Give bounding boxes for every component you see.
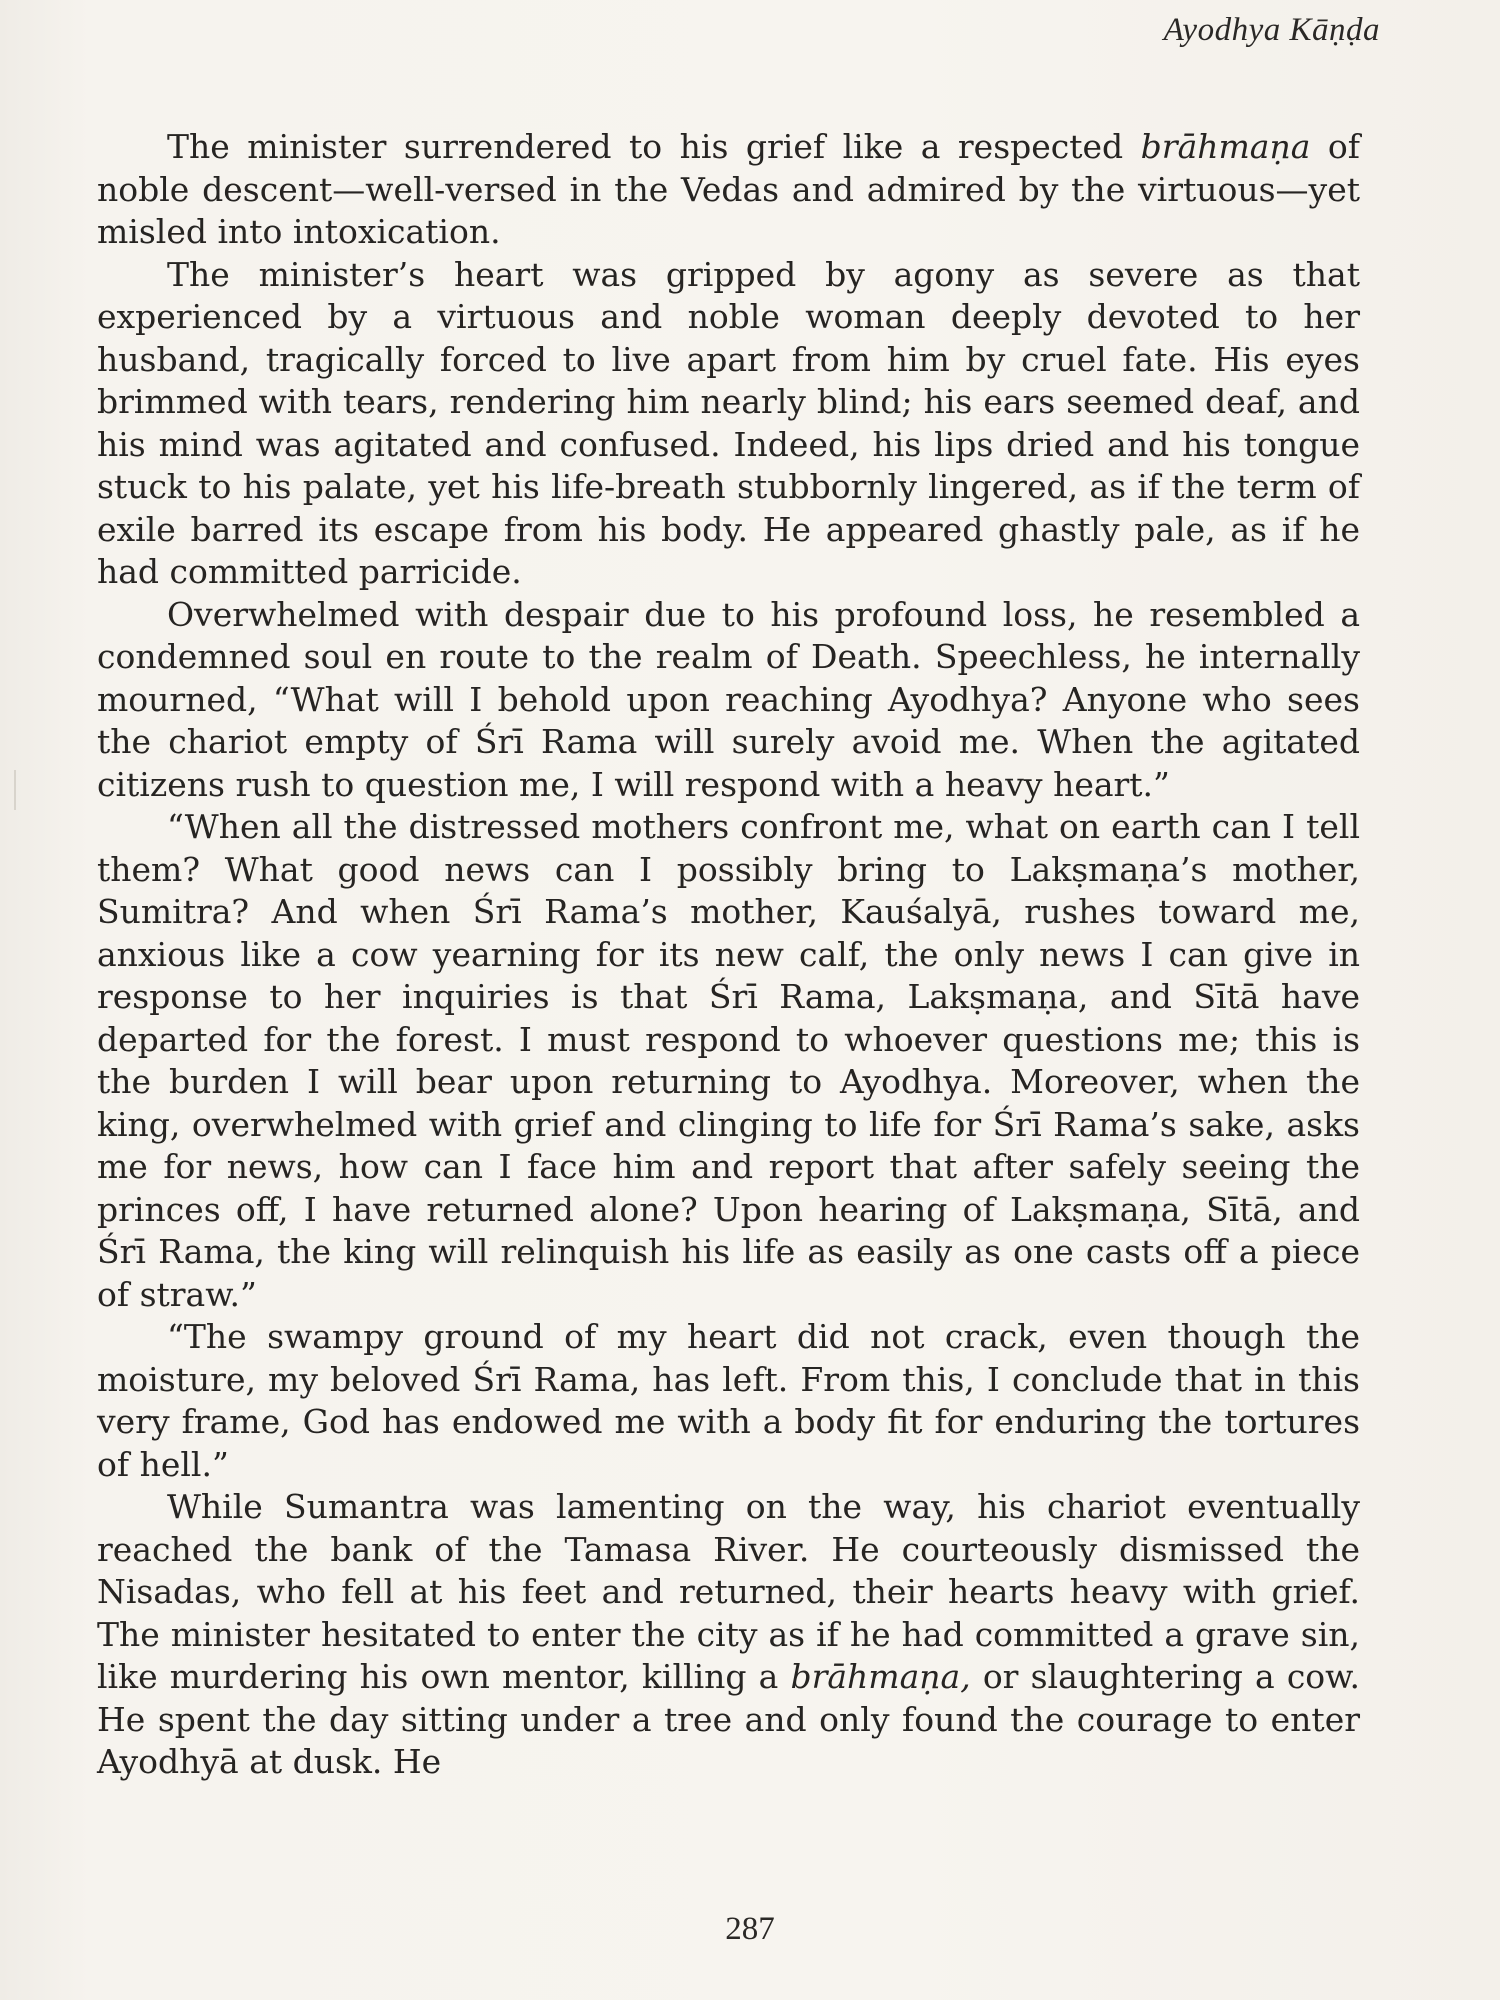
running-head: Ayodhya Kāṇḍa (1163, 12, 1380, 48)
italic-term: brāhmaṇa (1140, 127, 1311, 166)
page-edge-mark (14, 770, 16, 810)
paragraph: “The swampy ground of my heart did not crack, even though the moisture, my beloved Śrī Rama, has left. From this, I conclude that in this very frame, God has endowed me with a body fit for enduring the tortures of hell.” (97, 1317, 1360, 1484)
paragraph: Overwhelmed with despair due to his profound loss, he resembled a condemned soul en route to the realm of Death. Speechless, he internally mourned, “What will I behold upon reaching Ayodhya? Anyone who sees the chariot empty of Śrī Rama will surely avoid me. When the agitated citizens rush to question me, I will respond with a heavy heart.” (97, 594, 1360, 804)
paragraph: “When all the distressed mothers confront me, what on earth can I tell them? What good news can I possibly bring to Lakṣmaṇa’s mother, Sumitra? And when Śrī Rama’s mother, Kauśalyā, rushes toward me, anxious like a cow yearning for its new calf, the only news I can give in response to her inquiries is that Śrī Rama, Lakṣmaṇa, and Sītā have departed for the forest. I must respond to whoever questions me; this is the burden I will bear upon returning to Ayodhya. Moreover, when the king, overwhelmed with grief and clinging to life for Śrī Rama’s sake, asks me for news, how can I face him and report that after safely seeing the princes off, I have returned alone? Upon hearing of Lakṣmaṇa, Sītā, and Śrī Rama, the king will relinquish his life as easily as one casts off a piece of straw.” (97, 807, 1360, 1314)
page-number: 287 (725, 1911, 775, 1947)
paragraph: The minister surrendered to his grief like a respected brāhmaṇa of noble descent—well-versed in the Vedas and admired by the virtuous—yet misled into intoxication. (97, 127, 1360, 251)
paragraph: While Sumantra was lamenting on the way, his chariot eventually reached the bank of the Tamasa River. He courteously dismissed the Nisadas, who fell at his feet and returned, their hearts heavy with grief. The minister hesitated to enter the city as if he had committed a grave sin, like murdering his own mentor, killing a brāhmaṇa, or slaughtering a cow. He spent the day sitting under a tree and only found the courage to enter Ayodhyā at dusk. He (97, 1487, 1360, 1781)
paragraph: The minister’s heart was gripped by agony as severe as that experienced by a virtuous and noble woman deeply devoted to her husband, tragically forced to live apart from him by cruel fate. His eyes brimmed with tears, rendering him nearly blind; his ears seemed deaf, and his mind was agitated and confused. Indeed, his lips dried and his tongue stuck to his palate, yet his life-breath stubbornly lingered, as if the term of exile barred its escape from his body. He appeared ghastly pale, as if he had committed parricide. (97, 254, 1360, 591)
italic-term: brāhmaṇa, (790, 1657, 971, 1696)
body-text (97, 126, 1360, 1784)
